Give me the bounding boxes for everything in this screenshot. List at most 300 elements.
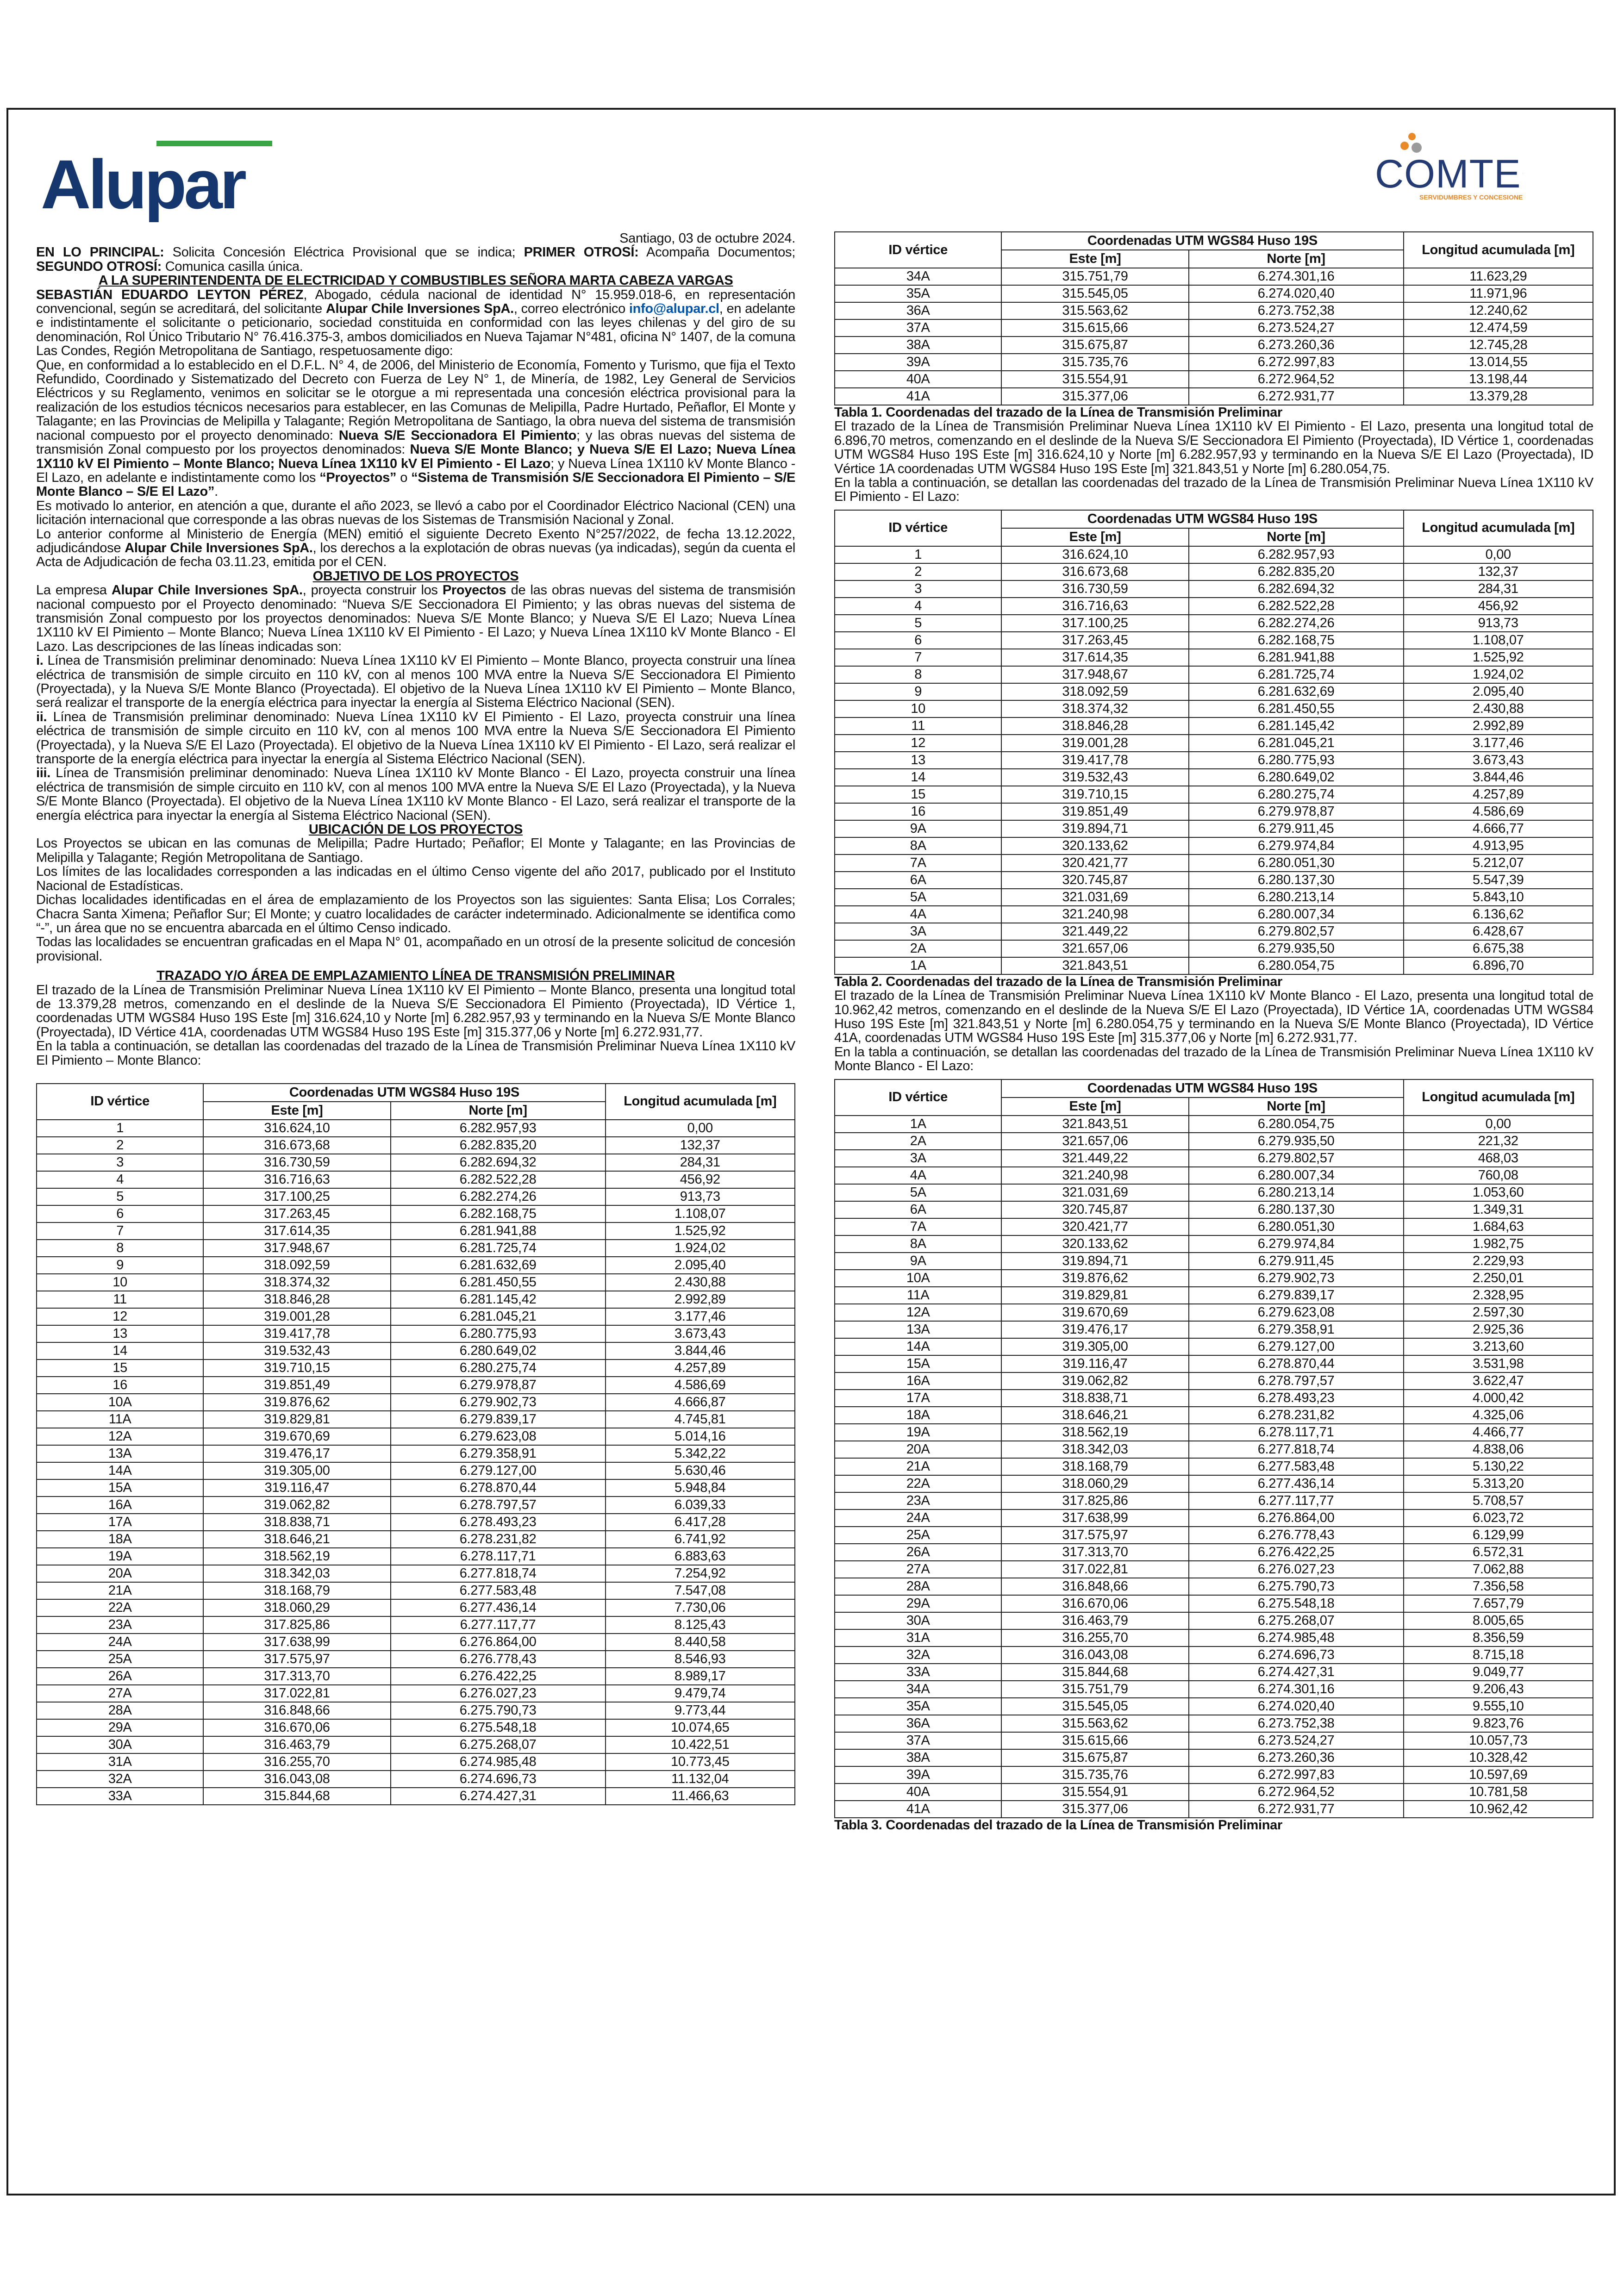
table-body <box>37 1120 795 1805</box>
cell-norte: 6.276.864,00 <box>391 1634 606 1651</box>
cell-id: 5A <box>835 889 1001 906</box>
cell-norte: 6.278.231,82 <box>1189 1407 1404 1424</box>
cell-id: 36A <box>835 302 1001 319</box>
cell-este: 318.342,03 <box>1001 1441 1188 1458</box>
col-coords: Coordenadas UTM WGS84 Huso 19S <box>203 1084 605 1102</box>
cell-longitud: 4.586,69 <box>606 1377 795 1394</box>
cell-longitud: 8.989,17 <box>606 1668 795 1685</box>
table-row <box>835 700 1593 717</box>
paragraph-11: Dichas localidades identificadas en el área de emplazamiento de los Proyectos son las siguientes: Santa Elisa; Los Corrales; Chacra Santa Ximena; Peñaflor Sur; El Monte; y cuatro localidades de carácter indeterminado. Adicionalmente se identifica como “-”, un área que no se encuentra abarcada en el último Censo indicado. <box>36 892 795 935</box>
cell-este: 318.092,59 <box>203 1257 390 1274</box>
cell-longitud: 10.422,51 <box>606 1736 795 1753</box>
cell-este: 320.133,62 <box>1001 1235 1188 1253</box>
cell-id: 8A <box>835 1235 1001 1253</box>
cell-norte: 6.278.493,23 <box>391 1514 606 1531</box>
table-row <box>835 1372 1593 1390</box>
cell-este: 319.876,62 <box>1001 1270 1188 1287</box>
table-row <box>835 1338 1593 1355</box>
cell-longitud: 10.962,42 <box>1404 1801 1593 1818</box>
table-row <box>835 1801 1593 1818</box>
table-row <box>835 872 1593 889</box>
cell-longitud: 4.745,81 <box>606 1411 795 1428</box>
cell-id: 2A <box>835 1133 1001 1150</box>
cell-este: 320.745,87 <box>1001 1201 1188 1218</box>
cell-norte: 6.279.911,45 <box>1189 1253 1404 1270</box>
cell-id: 25A <box>835 1527 1001 1544</box>
cell-este: 318.374,32 <box>203 1274 390 1291</box>
cell-longitud: 10.773,45 <box>606 1753 795 1771</box>
cell-norte: 6.279.802,57 <box>1189 923 1404 940</box>
cell-longitud: 5.014,16 <box>606 1428 795 1445</box>
coord-table-1-part-b <box>834 231 1593 405</box>
cell-este: 316.624,10 <box>203 1120 390 1137</box>
cell-este: 319.305,00 <box>203 1462 390 1479</box>
table-row <box>835 1304 1593 1321</box>
cell-norte: 6.272.931,77 <box>1189 1801 1404 1818</box>
cell-este: 319.116,47 <box>203 1479 390 1497</box>
cell-norte: 6.279.839,17 <box>1189 1287 1404 1304</box>
cell-id: 1A <box>835 957 1001 974</box>
cell-longitud: 3.531,98 <box>1404 1355 1593 1372</box>
company-name: Alupar Chile Inversiones SpA. <box>325 301 514 317</box>
text-run: Línea de Transmisión preliminar denominado: Nueva Línea 1X110 kV Monte Blanco - El Lazo, proyecta construir una línea eléctrica de transmisión de simple circuito en 110 kV, con al menos 100 MVA entre la Nueva S/E El Lazo (Proyectada), y la Nueva S/E Monte Blanco (Proyectada). El objetivo de la Nueva Línea 1X110 kV Monte Blanco - El Lazo, será realizar el transporte de la energía eléctrica para inyectar la energía al Sistema Eléctrico Nacional (SEN). <box>36 766 795 823</box>
table-row <box>37 1411 795 1428</box>
cell-id: 10 <box>37 1274 203 1291</box>
cell-norte: 6.279.358,91 <box>391 1445 606 1462</box>
cell-id: 12 <box>37 1308 203 1325</box>
cell-id: 30A <box>37 1736 203 1753</box>
table-row <box>37 1668 795 1685</box>
cell-este: 317.638,99 <box>203 1634 390 1651</box>
table-row <box>835 1253 1593 1270</box>
cell-este: 315.844,68 <box>203 1788 390 1805</box>
cell-norte: 6.282.168,75 <box>391 1205 606 1222</box>
cell-id: 34A <box>835 268 1001 285</box>
cell-norte: 6.281.045,21 <box>391 1308 606 1325</box>
cell-id: 15 <box>835 786 1001 803</box>
cell-este: 321.843,51 <box>1001 957 1188 974</box>
cell-longitud: 8.546,93 <box>606 1651 795 1668</box>
cell-este: 319.829,81 <box>203 1411 390 1428</box>
cell-norte: 6.279.127,00 <box>1189 1338 1404 1355</box>
table-row <box>37 1497 795 1514</box>
table-row <box>835 803 1593 820</box>
cell-este: 316.255,70 <box>203 1753 390 1771</box>
table-row <box>835 1424 1593 1441</box>
cell-id: 18A <box>835 1407 1001 1424</box>
cell-este: 317.614,35 <box>1001 649 1188 666</box>
table-row <box>37 1188 795 1205</box>
cell-longitud: 8.125,43 <box>606 1616 795 1634</box>
table-row <box>37 1360 795 1377</box>
cell-longitud: 5.342,22 <box>606 1445 795 1462</box>
cell-este: 320.745,87 <box>1001 872 1188 889</box>
cell-este: 315.675,87 <box>1001 337 1188 354</box>
cell-id: 7A <box>835 854 1001 872</box>
cell-este: 316.716,63 <box>203 1171 390 1188</box>
heading-ubicacion: UBICACIÓN DE LOS PROYECTOS <box>308 822 523 837</box>
cell-id: 4A <box>835 1167 1001 1184</box>
cell-longitud: 468,03 <box>1404 1150 1593 1167</box>
cell-longitud: 1.525,92 <box>1404 649 1593 666</box>
cell-este: 315.554,91 <box>1001 371 1188 388</box>
cell-longitud: 13.379,28 <box>1404 388 1593 405</box>
table-row <box>835 302 1593 319</box>
table-row <box>37 1531 795 1548</box>
cell-norte: 6.277.583,48 <box>391 1582 606 1599</box>
cell-id: 25A <box>37 1651 203 1668</box>
cell-longitud: 3.673,43 <box>606 1325 795 1342</box>
cell-este: 318.562,19 <box>1001 1424 1188 1441</box>
cell-norte: 6.279.978,87 <box>391 1377 606 1394</box>
cell-longitud: 4.666,87 <box>606 1394 795 1411</box>
cell-id: 37A <box>835 319 1001 337</box>
cell-id: 2 <box>37 1137 203 1154</box>
cell-norte: 6.274.020,40 <box>1189 285 1404 302</box>
table-row <box>835 1133 1593 1150</box>
table-row <box>37 1308 795 1325</box>
cell-este: 318.646,21 <box>1001 1407 1188 1424</box>
cell-este: 319.876,62 <box>203 1394 390 1411</box>
cell-este: 321.031,69 <box>1001 1184 1188 1201</box>
cell-id: 3 <box>835 580 1001 598</box>
cell-id: 15A <box>37 1479 203 1497</box>
cell-longitud: 7.730,06 <box>606 1599 795 1616</box>
cell-este: 319.532,43 <box>1001 769 1188 786</box>
cell-este: 321.240,98 <box>1001 906 1188 923</box>
cell-norte: 6.276.778,43 <box>391 1651 606 1668</box>
cell-norte: 6.279.911,45 <box>1189 820 1404 837</box>
table-row <box>37 1771 795 1788</box>
cell-longitud: 2.229,93 <box>1404 1253 1593 1270</box>
cell-norte: 6.274.301,16 <box>1189 1681 1404 1698</box>
cell-longitud: 0,00 <box>1404 546 1593 563</box>
table-row <box>835 1167 1593 1184</box>
alupar-logo <box>41 139 278 222</box>
table-row <box>37 1342 795 1360</box>
cell-id: 16A <box>835 1372 1001 1390</box>
table-row <box>835 1458 1593 1475</box>
cell-norte: 6.274.696,73 <box>1189 1646 1404 1664</box>
table-3-caption: Tabla 3. Coordenadas del trazado de la Línea de Transmisión Preliminar <box>834 1817 1282 1833</box>
cell-norte: 6.276.027,23 <box>1189 1561 1404 1578</box>
cell-norte: 6.281.941,88 <box>1189 649 1404 666</box>
cell-longitud: 6.572,31 <box>1404 1544 1593 1561</box>
cell-norte: 6.279.974,84 <box>1189 837 1404 854</box>
cell-id: 6 <box>835 632 1001 649</box>
cell-longitud: 7.547,08 <box>606 1582 795 1599</box>
cell-id: 5 <box>37 1188 203 1205</box>
table-row <box>835 1321 1593 1338</box>
paragraph-14: En la tabla a continuación, se detallan las coordenadas del trazado de la Línea de Transmisión Preliminar Nueva Línea 1X110 kV El Pimiento – Monte Blanco: <box>36 1039 795 1068</box>
cell-este: 318.092,59 <box>1001 683 1188 700</box>
text-run: de las obras nuevas del sistema de transmisión nacional compuesto por el Proyecto denominado: “Nueva S/E Seccionadora El Pimiento; y las obras nuevas del sistema de transmisión Zonal compuesto por los proyectos denominados: Nueva S/E Monte Blanco; y Nueva S/E El Lazo; Nueva Línea 1X110 kV El Pimiento – Monte Blanco; Nueva Línea 1X110 kV El Pimiento - El Lazo; y Nueva Línea 1X110 kV Monte Blanco - El Lazo. Las descripciones de las líneas indicadas son: <box>36 583 795 654</box>
bold-run: “Sistema de Transmisión S/E Seccionadora El Pimiento – S/E Monte Blanco – S/E El Lazo” <box>36 470 795 499</box>
cell-id: 16A <box>37 1497 203 1514</box>
cell-este: 317.575,97 <box>203 1651 390 1668</box>
cell-longitud: 5.313,20 <box>1404 1475 1593 1492</box>
table-row <box>835 1578 1593 1595</box>
cell-longitud: 4.257,89 <box>1404 786 1593 803</box>
col-este: Este [m] <box>1001 528 1188 546</box>
cell-id: 27A <box>37 1685 203 1702</box>
cell-id: 35A <box>835 1698 1001 1715</box>
table-row <box>37 1394 795 1411</box>
cell-longitud: 5.630,46 <box>606 1462 795 1479</box>
text-run: ; y las obras nuevas del sistema de transmisión Zonal compuesto por los proyectos denominados: <box>36 428 795 457</box>
text-run: Línea de Transmisión preliminar denominado: Nueva Línea 1X110 kV El Pimiento – Monte Blanco, proyecta construir una línea eléctrica de transmisión de simple circuito en 110 kV, con al menos 100 MVA entre la Nueva S/E Seccionadora El Pimiento (Proyectada), y la Nueva S/E Monte Blanco (Proyectada). El objetivo de la Nueva Línea 1X110 kV El Pimiento – Monte Blanco, será realizar el transporte de la energía eléctrica para inyectar la energía al Sistema Eléctrico Nacional (SEN). <box>36 653 795 711</box>
cell-este: 319.305,00 <box>1001 1338 1188 1355</box>
cell-norte: 6.281.632,69 <box>1189 683 1404 700</box>
cell-norte: 6.282.274,26 <box>1189 615 1404 632</box>
table-row <box>835 285 1593 302</box>
cell-este: 315.675,87 <box>1001 1749 1188 1766</box>
col-coords: Coordenadas UTM WGS84 Huso 19S <box>1001 510 1403 528</box>
text-run: , en adelante e indistintamente el solicitante o peticionario, sociedad constituida en conformidad con las leyes chilenas y del giro de su denominación, Rol Único Tributario N° 76.416.375-3, ambos domiciliados en Nueva Tajamar N°481, oficina N° 1407, de la comuna Las Condes, Región Metropolitana de Santiago, respetuosamente digo: <box>36 301 795 359</box>
cell-id: 18A <box>37 1531 203 1548</box>
table-row <box>835 837 1593 854</box>
cell-longitud: 2.095,40 <box>1404 683 1593 700</box>
text-run: La empresa <box>36 583 112 598</box>
table-row <box>835 1287 1593 1304</box>
cell-id: 4 <box>835 598 1001 615</box>
cell-norte: 6.281.941,88 <box>391 1222 606 1240</box>
email-link[interactable]: info@alupar.cl <box>629 301 719 317</box>
cell-longitud: 12.240,62 <box>1404 302 1593 319</box>
item-ii <box>36 710 795 767</box>
cell-id: 4A <box>835 906 1001 923</box>
table-row <box>835 940 1593 957</box>
cell-norte: 6.281.045,21 <box>1189 735 1404 752</box>
cell-longitud: 12.745,28 <box>1404 337 1593 354</box>
table-row <box>835 1270 1593 1287</box>
cell-norte: 6.275.548,18 <box>391 1719 606 1736</box>
table-row <box>835 1390 1593 1407</box>
cell-este: 316.670,06 <box>203 1719 390 1736</box>
table-row <box>835 1612 1593 1629</box>
table-row <box>37 1377 795 1394</box>
table-row <box>835 371 1593 388</box>
left-column <box>36 231 795 1805</box>
cell-id: 38A <box>835 337 1001 354</box>
cell-este: 318.342,03 <box>203 1565 390 1582</box>
cell-este: 317.313,70 <box>1001 1544 1188 1561</box>
table-row <box>37 1736 795 1753</box>
cell-id: 11A <box>835 1287 1001 1304</box>
cell-longitud: 6.129,99 <box>1404 1527 1593 1544</box>
cell-este: 319.476,17 <box>203 1445 390 1462</box>
cell-longitud: 7.062,88 <box>1404 1561 1593 1578</box>
cell-longitud: 1.684,63 <box>1404 1218 1593 1235</box>
intro-principal-label: EN LO PRINCIPAL: <box>36 245 164 260</box>
bold-run: Alupar Chile Inversiones SpA. <box>111 583 303 598</box>
table-row <box>37 1685 795 1702</box>
cell-id: 27A <box>835 1561 1001 1578</box>
table-body <box>835 268 1593 405</box>
cell-id: 11A <box>37 1411 203 1428</box>
table-row <box>835 1595 1593 1612</box>
table-row <box>835 889 1593 906</box>
cell-este: 315.751,79 <box>1001 268 1188 285</box>
table-row <box>37 1651 795 1668</box>
cell-longitud: 8.715,18 <box>1404 1646 1593 1664</box>
cell-este: 317.022,81 <box>1001 1561 1188 1578</box>
table-row <box>37 1514 795 1531</box>
cell-este: 315.615,66 <box>1001 1732 1188 1749</box>
cell-longitud: 913,73 <box>606 1188 795 1205</box>
col-norte: Norte [m] <box>1189 528 1404 546</box>
cell-longitud: 9.773,44 <box>606 1702 795 1719</box>
cell-longitud: 9.823,76 <box>1404 1715 1593 1732</box>
cell-longitud: 6.675,38 <box>1404 940 1593 957</box>
cell-id: 8 <box>37 1240 203 1257</box>
cell-longitud: 1.349,31 <box>1404 1201 1593 1218</box>
cell-longitud: 3.844,46 <box>606 1342 795 1360</box>
table-row <box>835 615 1593 632</box>
cell-longitud: 7.657,79 <box>1404 1595 1593 1612</box>
cell-longitud: 0,00 <box>606 1120 795 1137</box>
cell-id: 19A <box>37 1548 203 1565</box>
cell-id: 9A <box>835 820 1001 837</box>
cell-id: 7 <box>835 649 1001 666</box>
cell-id: 36A <box>835 1715 1001 1732</box>
cell-este: 317.100,25 <box>1001 615 1188 632</box>
cell-norte: 6.280.054,75 <box>1189 1116 1404 1133</box>
cell-longitud: 11.971,96 <box>1404 285 1593 302</box>
table-row <box>835 666 1593 683</box>
cell-este: 319.710,15 <box>203 1360 390 1377</box>
cell-id: 15A <box>835 1355 1001 1372</box>
table-row <box>835 1732 1593 1749</box>
cell-id: 32A <box>835 1646 1001 1664</box>
cell-norte: 6.278.117,71 <box>391 1548 606 1565</box>
cell-este: 316.848,66 <box>1001 1578 1188 1595</box>
cell-id: 38A <box>835 1749 1001 1766</box>
cell-longitud: 9.049,77 <box>1404 1664 1593 1681</box>
cell-este: 317.948,67 <box>1001 666 1188 683</box>
cell-norte: 6.280.007,34 <box>1189 906 1404 923</box>
col-norte: Norte [m] <box>1189 1098 1404 1116</box>
table-row <box>835 752 1593 769</box>
cell-id: 13 <box>37 1325 203 1342</box>
comtec-logo-subtitle: SERVIDUMBRES Y CONCESIONES <box>1419 193 1523 201</box>
cell-norte: 6.281.145,42 <box>391 1291 606 1308</box>
cell-este: 315.377,06 <box>1001 388 1188 405</box>
cell-longitud: 10.074,65 <box>606 1719 795 1736</box>
cell-id: 28A <box>37 1702 203 1719</box>
cell-longitud: 4.257,89 <box>606 1360 795 1377</box>
cell-norte: 6.280.213,14 <box>1189 1184 1404 1201</box>
cell-norte: 6.274.696,73 <box>391 1771 606 1788</box>
col-coords: Coordenadas UTM WGS84 Huso 19S <box>1001 1079 1403 1098</box>
cell-norte: 6.273.524,27 <box>1189 319 1404 337</box>
intro-text: Solicita Concesión Eléctrica Provisional que se indica; <box>164 245 524 260</box>
cell-id: 1A <box>835 1116 1001 1133</box>
cell-longitud: 8.356,59 <box>1404 1629 1593 1646</box>
table-row <box>37 1257 795 1274</box>
text-run: Que, en conformidad a lo establecido en el D.F.L. N° 4, de 2006, del Ministerio de Economía, Fomento y Turismo, que fija el Texto Refundido, Coordinado y Sistematizado del Decreto con Fuerza de Ley N° 1, de Minería, de 1982, Ley General de Servicios Eléctricos y su Reglamento, venimos en solicitar se le otorgue a mi representada una concesión eléctrica provisional para la realización de los estudios técnicos necesarios para establecer, en las Comunas de Melipilla, Padre Hurtado, Peñaflor, El Monte y Talagante; en las Provincias de Melipilla y Talagante; Región Metropolitana de Santiago, la obra nueva del sistema de transmisión nacional compuesto por el proyecto denominado: <box>36 357 795 443</box>
cell-norte: 6.278.870,44 <box>1189 1355 1404 1372</box>
cell-longitud: 10.328,42 <box>1404 1749 1593 1766</box>
cell-norte: 6.280.054,75 <box>1189 957 1404 974</box>
cell-id: 9 <box>835 683 1001 700</box>
cell-id: 29A <box>835 1595 1001 1612</box>
table-row <box>37 1325 795 1342</box>
cell-longitud: 0,00 <box>1404 1116 1593 1133</box>
cell-este: 316.730,59 <box>1001 580 1188 598</box>
cell-este: 317.948,67 <box>203 1240 390 1257</box>
cell-este: 318.374,32 <box>1001 700 1188 717</box>
table-row <box>835 337 1593 354</box>
cell-norte: 6.278.870,44 <box>391 1479 606 1497</box>
table-row <box>37 1565 795 1582</box>
cell-norte: 6.282.835,20 <box>391 1137 606 1154</box>
paragraph-13: El trazado de la Línea de Transmisión Preliminar Nueva Línea 1X110 kV El Pimiento – Monte Blanco, presenta una longitud total de 13.379,28 metros, comenzando en el deslinde de la Nueva S/E Seccionadora El Pimiento (Proyectada), ID Vértice 1, coordenadas UTM WGS84 Huso 19S Este [m] 316.624,10 y Norte [m] 6.282.957,93 y terminando en la Nueva S/E Monte Blanco (Proyectada), ID Vértice 41A, coordenadas UTM WGS84 Huso 19S Este [m] 315.377,06 y Norte [m] 6.272.931,77. <box>36 982 795 1040</box>
cell-longitud: 1.108,07 <box>1404 632 1593 649</box>
cell-norte: 6.279.974,84 <box>1189 1235 1404 1253</box>
cell-este: 320.421,77 <box>1001 854 1188 872</box>
cell-norte: 6.274.427,31 <box>1189 1664 1404 1681</box>
table-row <box>835 923 1593 940</box>
table-row <box>835 1544 1593 1561</box>
cell-longitud: 132,37 <box>1404 563 1593 580</box>
cell-norte: 6.274.985,48 <box>1189 1629 1404 1646</box>
table-row <box>835 598 1593 615</box>
cell-norte: 6.275.268,07 <box>391 1736 606 1753</box>
cell-longitud: 11.623,29 <box>1404 268 1593 285</box>
table-row <box>835 649 1593 666</box>
cell-longitud: 2.597,30 <box>1404 1304 1593 1321</box>
cell-este: 317.825,86 <box>203 1616 390 1634</box>
cell-id: 23A <box>835 1492 1001 1509</box>
cell-norte: 6.280.137,30 <box>1189 1201 1404 1218</box>
table-row <box>37 1137 795 1154</box>
cell-este: 318.838,71 <box>203 1514 390 1531</box>
cell-id: 35A <box>835 285 1001 302</box>
paragraph-17: El trazado de la Línea de Transmisión Preliminar Nueva Línea 1X110 kV Monte Blanco - El Lazo, presenta una longitud total de 10.962,42 metros, comenzando en el deslinde de la Nueva S/E El Lazo (Proyectada), ID Vértice 1A, coordenadas UTM WGS84 Huso 19S Este [m] 321.843,51 y Norte [m] 6.280.054,75 y terminando en la Nueva S/E Monte Blanco (Proyectada), ID Vértice 41A, coordenadas UTM WGS84 Huso 19S Este [m] 315.377,06 y Norte [m] 6.272.931,77. <box>834 988 1593 1046</box>
cell-este: 315.377,06 <box>1001 1801 1188 1818</box>
table-row <box>37 1240 795 1257</box>
cell-id: 24A <box>835 1509 1001 1527</box>
cell-longitud: 10.781,58 <box>1404 1784 1593 1801</box>
cell-norte: 6.278.231,82 <box>391 1531 606 1548</box>
cell-longitud: 4.838,06 <box>1404 1441 1593 1458</box>
cell-longitud: 3.673,43 <box>1404 752 1593 769</box>
cell-id: 3A <box>835 1150 1001 1167</box>
cell-id: 3A <box>835 923 1001 940</box>
cell-este: 319.062,82 <box>203 1497 390 1514</box>
table-row <box>835 683 1593 700</box>
cell-longitud: 7.356,58 <box>1404 1578 1593 1595</box>
cell-id: 14A <box>835 1338 1001 1355</box>
cell-id: 11 <box>835 717 1001 735</box>
table-row <box>835 1218 1593 1235</box>
text-run: ; y Nueva Línea 1X110 kV Monte Blanco - El Lazo, en adelante e indistintamente como los <box>36 456 795 485</box>
cell-este: 319.417,78 <box>203 1325 390 1342</box>
col-longitud: Longitud acumulada [m] <box>606 1084 795 1120</box>
cell-longitud: 4.466,77 <box>1404 1424 1593 1441</box>
coord-table-1-part-a <box>36 1083 795 1805</box>
table-row <box>835 1527 1593 1544</box>
cell-id: 1 <box>835 546 1001 563</box>
text-run: . <box>214 484 218 499</box>
paragraph-16: En la tabla a continuación, se detallan las coordenadas del trazado de la Línea de Transmisión Preliminar Nueva Línea 1X110 kV El Pimiento - El Lazo: <box>834 475 1593 505</box>
table-row <box>835 1184 1593 1201</box>
cell-este: 316.730,59 <box>203 1154 390 1171</box>
table-row <box>37 1753 795 1771</box>
cell-este: 321.031,69 <box>1001 889 1188 906</box>
cell-id: 12 <box>835 735 1001 752</box>
